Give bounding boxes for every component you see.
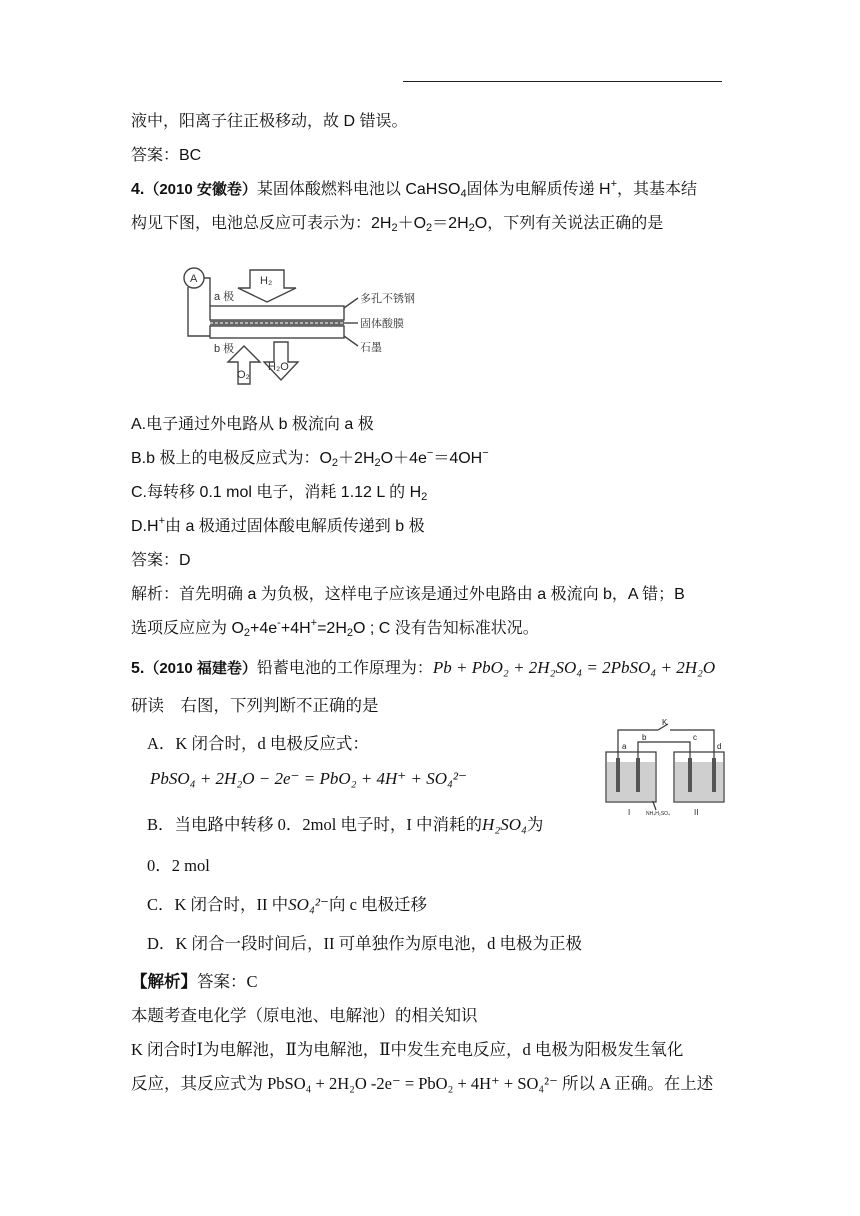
reaction-equation: Pb + PbO₂ + 2H₂SO₄ = 2PbSO₄ + 2H₂O [432, 658, 716, 677]
q5-option-d: D．K 闭合一段时间后，II 可单独作为原电池，d 电极为正极 [147, 934, 582, 953]
question-source: （2010 福建卷） [144, 660, 257, 677]
a-pole-label: a 极 [214, 291, 235, 303]
solution-header: 【解析】答案：C [131, 972, 258, 991]
switch-k-label: K [662, 718, 668, 727]
cell-i-label: I [628, 808, 631, 817]
q5-option-a-equation: PbSO₄ + 2H₂O − 2e⁻ = PbO₂ + 4H⁺ + SO₄²⁻ [150, 769, 467, 788]
solution-line1: 本题考查电化学（原电池、电解池）的相关知识 [131, 1006, 478, 1025]
acid-membrane-label: 固体酸膜 [360, 318, 404, 330]
electrode-b-label: b [642, 733, 647, 742]
answer-line: 答案：D [131, 552, 191, 569]
option-d: D.H+由 a 极通过固体酸电解质传递到 b 极 [131, 515, 425, 535]
ammeter-label: A [190, 273, 198, 285]
graphite-label: 石墨 [360, 342, 382, 354]
question-5-line2: 研读 右图，下列判断不正确的是 [131, 696, 379, 715]
q5-option-c: C．K 闭合时，II 中SO₄²⁻向 c 电极迁移 [147, 895, 428, 914]
electrolyte-label: NH₄H₂SO₄ [646, 811, 671, 817]
question-5-line1: 5.（2010 福建卷）铅蓄电池的工作原理为：Pb + PbO₂ + 2H₂SO₄ = 2PbSO₄ + 2H₂O [131, 658, 716, 677]
q5-option-a: A．K 闭合时，d 电极反应式： [147, 734, 369, 753]
option-c: C.每转移 0.1 mol 电子，消耗 1.12 L 的 $H_2$ [131, 484, 428, 503]
electrode-d-label: d [717, 742, 722, 751]
electrode-a-label: a [622, 742, 627, 751]
header-rule [403, 81, 722, 82]
option-b: B.b 极上的电极反应式为：$O_2+2H_2O+4e^-=4OH^-$ [131, 447, 489, 469]
q5-option-b: B．当电路中转移 0．2mol 电子时，I 中消耗的H₂SO₄为 [147, 815, 544, 834]
analysis-line2: 选项反应应为 $O_2+4e^-+4H^+=2H_2O$ ; C 没有告知标准状况。 [131, 617, 539, 639]
stainless-steel-label: 多孔不锈钢 [360, 293, 415, 305]
h2o-label: H₂O [268, 361, 289, 373]
solution-line3: 反应，其反应式为 PbSO₄ + 2H₂O -2e⁻ = PbO₂ + 4H⁺ + SO₄²⁻ 所以 A 正确。在上述 [131, 1074, 714, 1093]
h2-label: H₂ [260, 275, 273, 287]
o2-label: O₂ [237, 369, 250, 381]
question-4-line2: 构见下图，电池总反应可表示为：$2H_2+O_2=2H_2O$，下列有关说法正确的是 [131, 215, 664, 234]
question-4-line1: 4.（2010 安徽卷）某固体酸燃料电池以 CaHSO$_4$固体为电解质传递 H+，其基本结 [131, 178, 698, 200]
lead-battery-diagram [598, 718, 732, 818]
text-line: 液中，阳离子往正极移动，故 D 错误。 [131, 113, 408, 130]
fuel-cell-diagram [180, 262, 420, 388]
answer-line: 答案：BC [131, 147, 202, 164]
electrode-c-label: c [693, 733, 697, 742]
q5-option-b-cont: 0．2 mol [147, 856, 210, 875]
solution-line2: K 闭合时Ⅰ为电解池，Ⅱ为电解池，Ⅱ中发生充电反应，d 电极为阳极发生氧化 [131, 1040, 684, 1059]
cell-ii-label: II [694, 808, 699, 817]
question-source: （2010 安徽卷） [144, 181, 257, 198]
analysis-line1: 解析：首先明确 a 为负极，这样电子应该是通过外电路由 a 极流向 b，A 错；B [131, 586, 685, 603]
question-number: 4. [131, 181, 145, 198]
b-pole-label: b 极 [214, 343, 235, 355]
question-number: 5. [131, 660, 145, 677]
option-a: A.电子通过外电路从 b 极流向 a 极 [131, 416, 374, 433]
